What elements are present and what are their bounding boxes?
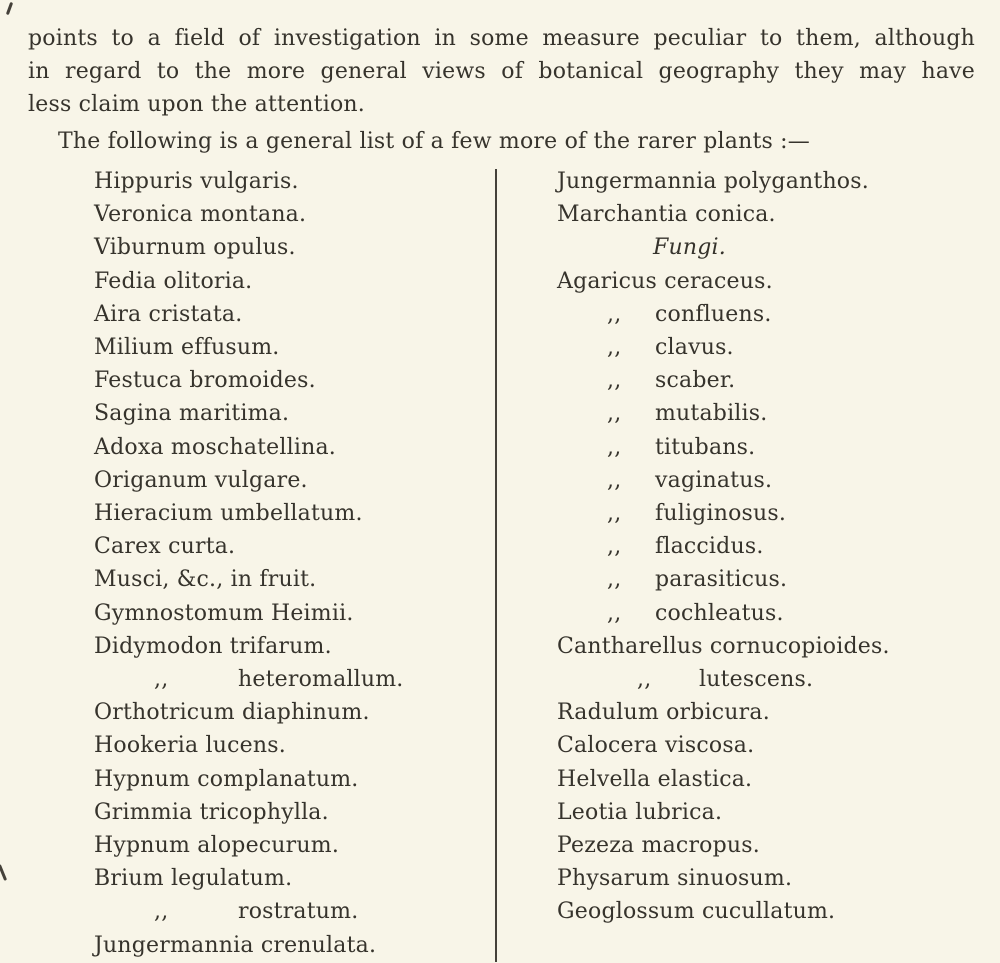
species-name: Hippuris vulgaris. bbox=[94, 169, 299, 194]
species-name: Helvella elastica. bbox=[557, 766, 753, 792]
list-item bbox=[557, 895, 975, 928]
ditto-mark: ,, bbox=[607, 567, 622, 593]
list-item bbox=[557, 763, 975, 796]
species-name: Viburnum opulus. bbox=[94, 235, 296, 261]
species-name: Festuca bromoides. bbox=[94, 368, 316, 394]
ditto-mark: ,, bbox=[154, 667, 169, 693]
species-name: Radulum orbicura. bbox=[557, 700, 770, 726]
species-name: fuliginosus. bbox=[655, 501, 787, 527]
paragraph-line: less claim upon the attention. bbox=[28, 92, 365, 117]
species-name: Hieracium umbellatum. bbox=[94, 501, 363, 527]
list-item bbox=[557, 530, 975, 563]
right-column bbox=[497, 165, 975, 962]
species-name: scaber. bbox=[655, 368, 736, 394]
species-name: Brium legulatum. bbox=[94, 866, 293, 892]
list-item bbox=[557, 862, 975, 895]
list-item bbox=[94, 763, 495, 796]
ditto-mark: ,, bbox=[607, 600, 622, 626]
species-name: Jungermannia crenulata. bbox=[94, 932, 377, 958]
list-item bbox=[94, 829, 495, 862]
left-column bbox=[28, 165, 495, 962]
species-name: Cantharellus cornucopioides. bbox=[557, 633, 890, 659]
species-name: rostratum. bbox=[238, 899, 359, 925]
paragraph bbox=[28, 22, 975, 121]
plant-list bbox=[28, 165, 975, 962]
list-item bbox=[557, 597, 975, 630]
species-name: Geoglossum cucullatum. bbox=[557, 899, 836, 925]
list-item bbox=[557, 464, 975, 497]
species-name: Agaricus ceraceus. bbox=[557, 268, 773, 294]
list-item bbox=[94, 231, 495, 264]
list-item bbox=[94, 298, 495, 331]
species-name: Fungi. bbox=[653, 235, 726, 261]
species-name: Pezeza macropus. bbox=[557, 833, 760, 859]
species-name: mutabilis. bbox=[655, 401, 768, 427]
list-item bbox=[94, 895, 495, 928]
ditto-mark: ,, bbox=[637, 667, 652, 693]
list-item bbox=[557, 563, 975, 596]
ditto-mark: ,, bbox=[607, 335, 622, 361]
list-item bbox=[94, 862, 495, 895]
species-name: flaccidus. bbox=[655, 534, 764, 560]
ditto-mark: ,, bbox=[607, 434, 622, 460]
list-item bbox=[557, 829, 975, 862]
species-name: Fedia olitoria. bbox=[94, 268, 253, 294]
species-name: Jungermannia polyganthos. bbox=[557, 169, 869, 194]
species-name: Didymodon trifarum. bbox=[94, 633, 332, 659]
list-item bbox=[94, 597, 495, 630]
species-name: confluens. bbox=[655, 301, 772, 327]
species-name: Hypnum complanatum. bbox=[94, 766, 359, 792]
species-name: Hypnum alopecurum. bbox=[94, 833, 340, 859]
list-item bbox=[557, 364, 975, 397]
list-item bbox=[94, 198, 495, 231]
list-item bbox=[94, 696, 495, 729]
list-item bbox=[94, 497, 495, 530]
ditto-mark: ,, bbox=[154, 899, 169, 925]
species-name: Calocera viscosa. bbox=[557, 733, 755, 759]
list-item bbox=[557, 497, 975, 530]
species-name: titubans. bbox=[655, 434, 756, 460]
species-name: cochleatus. bbox=[655, 600, 784, 626]
list-item bbox=[94, 729, 495, 762]
species-name: clavus. bbox=[655, 335, 734, 361]
list-item bbox=[557, 796, 975, 829]
ditto-mark: ,, bbox=[607, 501, 622, 527]
list-item bbox=[94, 530, 495, 563]
species-name: Leotia lubrica. bbox=[557, 799, 723, 825]
list-item bbox=[557, 198, 975, 231]
list-item bbox=[94, 431, 495, 464]
paragraph-line: in regard to the more general views of botanical geography they may have bbox=[28, 59, 975, 84]
list-item bbox=[94, 929, 495, 962]
list-item bbox=[94, 563, 495, 596]
species-name: Physarum sinuosum. bbox=[557, 866, 793, 892]
ditto-mark: ,, bbox=[607, 467, 622, 493]
list-item bbox=[94, 397, 495, 430]
list-item bbox=[94, 364, 495, 397]
list-item bbox=[557, 231, 975, 264]
list-item bbox=[557, 696, 975, 729]
species-name: Aira cristata. bbox=[94, 301, 243, 327]
list-item bbox=[94, 663, 495, 696]
list-item bbox=[94, 331, 495, 364]
list-item bbox=[557, 265, 975, 298]
list-item bbox=[94, 630, 495, 663]
list-item bbox=[557, 663, 975, 696]
list-item bbox=[557, 630, 975, 663]
species-name: lutescens. bbox=[699, 667, 814, 693]
species-name: Carex curta. bbox=[94, 534, 236, 560]
paragraph-line: points to a field of investigation in some measure peculiar to them, although bbox=[28, 26, 975, 51]
species-name: Origanum vulgare. bbox=[94, 467, 308, 493]
list-item bbox=[557, 165, 975, 198]
ditto-mark: ,, bbox=[607, 534, 622, 560]
list-item bbox=[557, 331, 975, 364]
list-item bbox=[94, 464, 495, 497]
ditto-mark: ,, bbox=[607, 401, 622, 427]
ditto-mark: ,, bbox=[607, 301, 622, 327]
ditto-mark: ,, bbox=[607, 368, 622, 394]
intro-line: The following is a general list of a few more of the rarer plants :— bbox=[58, 129, 810, 154]
species-name: Hookeria lucens. bbox=[94, 733, 286, 759]
species-name: Orthotricum diaphinum. bbox=[94, 700, 370, 726]
list-item bbox=[94, 265, 495, 298]
list-item bbox=[557, 298, 975, 331]
species-name: Musci, &c., in fruit. bbox=[94, 567, 317, 593]
species-name: heteromallum. bbox=[238, 667, 404, 693]
species-name: Sagina maritima. bbox=[94, 401, 290, 427]
list-item bbox=[94, 165, 495, 198]
species-name: vaginatus. bbox=[655, 467, 773, 493]
list-item bbox=[557, 729, 975, 762]
species-name: Milium effusum. bbox=[94, 335, 280, 361]
list-item bbox=[557, 397, 975, 430]
species-name: Marchantia conica. bbox=[557, 202, 776, 228]
list-item bbox=[557, 431, 975, 464]
species-name: parasiticus. bbox=[655, 567, 788, 593]
species-name: Grimmia tricophylla. bbox=[94, 799, 329, 825]
species-name: Adoxa moschatellina. bbox=[94, 434, 336, 460]
species-name: Veronica montana. bbox=[94, 202, 307, 228]
species-name: Gymnostomum Heimii. bbox=[94, 600, 354, 626]
list-item bbox=[94, 796, 495, 829]
